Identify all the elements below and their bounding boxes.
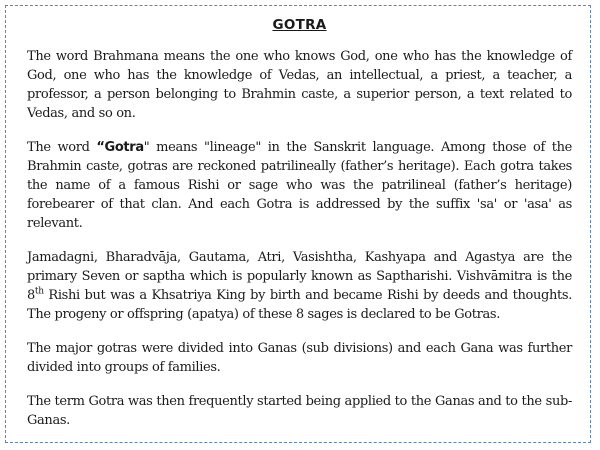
page-title: GOTRA — [272, 17, 327, 33]
quote-mark: “ — [96, 140, 105, 155]
paragraph-sub-ganas: The term Gotra was then frequently started being applied to the Ganas and to the sub-Ganas. — [27, 394, 572, 428]
gotra-term: Gotra — [104, 140, 144, 155]
paragraph-text: " means "lineage" in the Sanskrit language. Among those of the Brahmin caste, gotras are reckoned patrilineally (father’s heritage). Each gotra takes the name of a famous Rishi or sage who was the patrilineal (father’s heritage) forebearer of that clan. And each Gotra is addressed by the suffix 'sa' or 'asa' as relevant. — [27, 140, 572, 231]
ordinal-suffix: th — [34, 286, 44, 297]
paragraph-saptharishi — [27, 248, 572, 324]
document-body — [27, 16, 572, 445]
paragraph-text: Rishi but was a Khsatriya King by birth and became Rishi by deeds and thoughts. The progeny or offspring (apatya) of these 8 sages is declared to be Gotras. — [27, 288, 572, 322]
paragraph-text: The word — [27, 140, 97, 155]
paragraph-brahmana: The word Brahmana means the one who knows God, one who has the knowledge of God, one who has the knowledge of Vedas, an intellectual, a priest, a teacher, a professor, a person belonging to Brahmin caste, a superior person, a text related to Vedas, and so on. — [27, 49, 572, 121]
paragraph-ganas: The major gotras were divided into Ganas (sub divisions) and each Gana was further divided into groups of families. — [27, 341, 572, 375]
paragraph-text: Jamadagni, Bharadvāja, Gautama, Atri, Vasishtha, Kashyapa and Agastya are the primary Seven or saptha which is popularly known as Saptharishi. Vishvāmitra is the 8 — [27, 250, 572, 303]
paragraph-gotra-meaning — [27, 138, 572, 233]
